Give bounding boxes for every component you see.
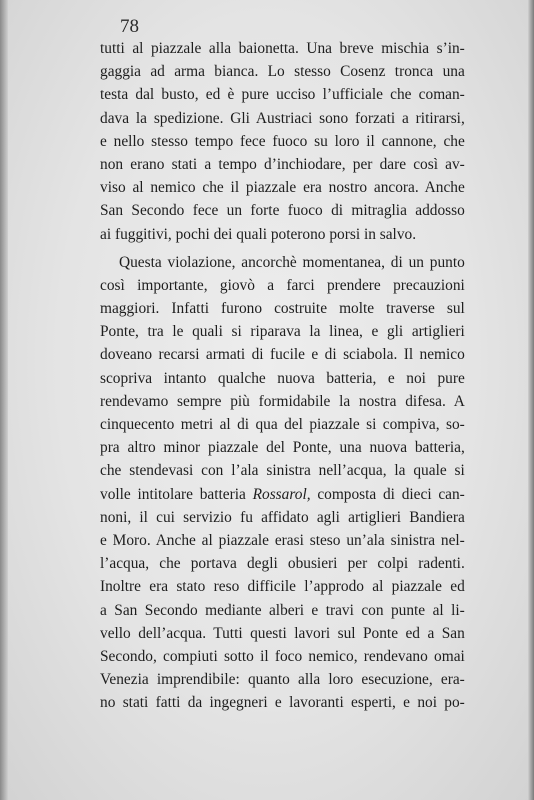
text-line: tutti al piazzale alla baionetta. Una breve mischia s’in- <box>100 39 465 57</box>
text-line: maggiori. Infatti furono costruite molte traverse sul <box>100 299 465 318</box>
text-line: Secondo, compiuti sotto il foco nemico, rendevano omai <box>100 646 465 665</box>
paragraph <box>100 251 465 715</box>
text-line: così importante, giovò a farci prendere precauzioni <box>100 275 465 294</box>
text-line: doveano recarsi armati di fucile e di sciabola. Il nemico <box>100 345 465 364</box>
body-text <box>100 37 465 714</box>
text-line: testa dal busto, ed è pure ucciso l’ufficiale che coman- <box>100 85 465 104</box>
page-edge-left <box>0 0 8 800</box>
text-line: pra altro minor piazzale del Ponte, una nuova batteria, <box>100 438 465 457</box>
text-line: Ponte, tra le quali si riparava la linea, e gli artiglieri <box>100 322 465 341</box>
text-line: volle intitolare batteria Rossarol, composta di dieci can- <box>100 484 465 503</box>
text-line: no stati fatti da ingegneri e lavoranti esperti, e noi po- <box>100 693 465 712</box>
text-line: viso al nemico che il piazzale era nostro ancora. Anche <box>100 178 465 197</box>
text-line: scopriva intanto qualche nuova batteria, e noi pure <box>100 368 465 387</box>
text-line: Inoltre era stato reso difficile l’approdo al piazzale ed <box>100 577 465 596</box>
text-line: non erano stati a tempo d’inchiodare, per dare così av- <box>100 154 465 173</box>
text-line: Venezia imprendibile: quanto alla loro esecuzione, era- <box>100 670 465 689</box>
paragraph <box>100 37 465 246</box>
text-line: e Moro. Anche al piazzale erasi steso un’ala sinistra nel- <box>100 530 465 549</box>
text-line: che stendevasi con l’ala sinistra nell’acqua, la quale si <box>100 461 465 480</box>
text-line: cinquecento metri al di qua del piazzale si compiva, so- <box>100 415 465 433</box>
text-line: San Secondo fece un forte fuoco di mitraglia addosso <box>100 201 465 220</box>
text-line: dava la spedizione. Gli Austriaci sono forzati a ritirarsi, <box>100 108 465 127</box>
text-line: a San Secondo mediante alberi e travi con punte al li- <box>100 600 465 619</box>
text-line: ai fuggitivi, pochi dei quali poterono porsi in salvo. <box>100 224 417 243</box>
text-line: gaggia ad arma bianca. Lo stesso Cosenz tronca una <box>100 62 465 81</box>
text-line: e nello stesso tempo fece fuoco su loro il cannone, che <box>100 131 465 150</box>
page-number: 78 <box>120 16 139 37</box>
text-line: noni, il cui servizio fu affidato agli artiglieri Bandiera <box>100 507 465 526</box>
text-line: l’acqua, che portava degli obusieri per colpi radenti. <box>100 554 465 573</box>
text-line: vello dell’acqua. Tutti questi lavori sul Ponte ed a San <box>100 623 465 642</box>
page-edge-right <box>528 0 534 800</box>
text-line: Questa violazione, ancorchè momentanea, di un punto <box>119 252 465 271</box>
text-line: rendevamo sempre più formidabile la nostra difesa. A <box>100 391 465 410</box>
